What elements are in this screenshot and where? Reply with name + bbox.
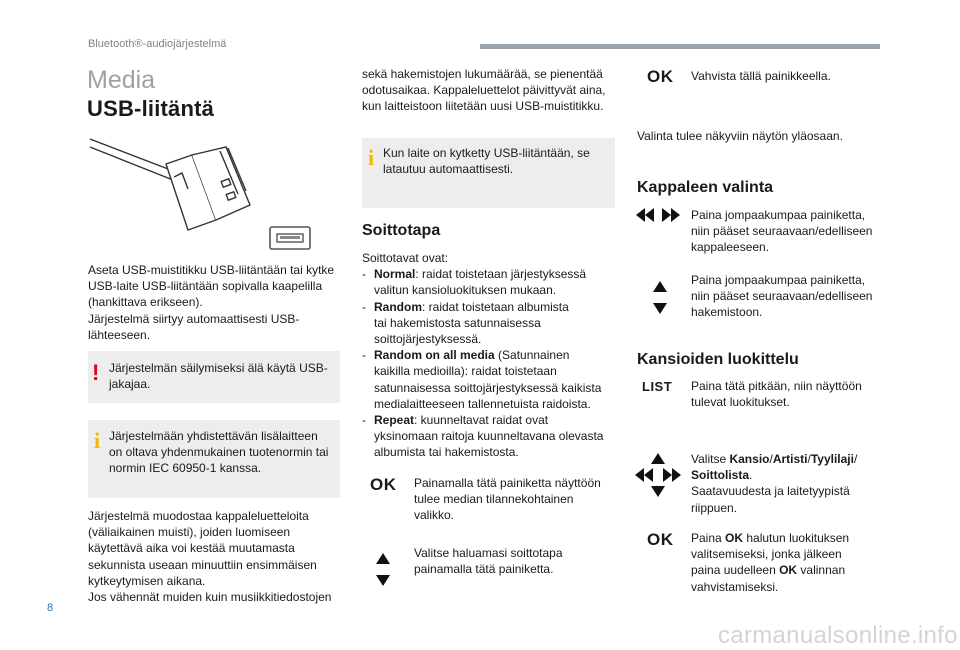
text-line: (väliaikainen muisti), joiden luomiseen [88, 525, 291, 540]
page-title: Media [87, 66, 156, 94]
text-line: tai hakemistosta satunnaisessa [374, 315, 541, 330]
text-line: soittojärjestyksessä. [374, 332, 482, 347]
text-line: on oltava yhdenmukainen tuotenormin tai [109, 445, 329, 460]
prev-next-arrows-icon [635, 207, 681, 223]
usb-body [88, 508, 343, 605]
warning-note [88, 351, 340, 403]
category-tyylilaji: Tyylilaji [810, 452, 854, 466]
text-line: tulee median tilannekohtainen [414, 492, 574, 507]
mode-name: Normal [374, 267, 416, 282]
text-line: (hankittava erikseen). [88, 295, 203, 310]
text-line: Aseta USB-muistitikku USB-liitäntään tai kytke [88, 263, 335, 277]
mode-name: Repeat [374, 413, 415, 428]
text-line: Paina jompaakumpaa painiketta, [691, 273, 866, 287]
charge-info-note [362, 138, 615, 208]
text-line: USB-laite USB-liitäntään sopivalla kaapelilla [88, 279, 323, 294]
text-line: valikko. [414, 508, 455, 523]
text-line: satunnaisessa soittojärjestyksessä kaikista [374, 380, 602, 395]
ok-description [414, 475, 614, 524]
play-mode-random: - Random: raidat toistetaan albumista tai hakemistosta satunnaisessa soittojärjestyksessä. [362, 299, 622, 348]
text-line: valitsemiseksi, jonka jälkeen [691, 547, 842, 562]
text-line: hakemistoon. [691, 305, 763, 320]
text-line: normin IEC 60950-1 kanssa. [109, 461, 262, 476]
ok-button-icon: OK [370, 475, 397, 494]
up-down-arrows-icon [652, 280, 668, 316]
text-line: Jos vähennät muiden kuin musiikkitiedostojen [88, 590, 332, 605]
text-line: Kun laite on kytketty USB-liitäntään, se [383, 146, 590, 160]
mode-name: Random [374, 299, 422, 314]
play-mode-repeat: - Repeat: kuunneltavat raidat ovat yksinomaan raitoja kuunneltavana olevasta albumista tai hakemistosta. [362, 412, 622, 461]
usb-port-icon [270, 227, 310, 249]
text-line: sekunnista useaan minuuttiin ensimmäisen [88, 557, 317, 572]
text-line: tulevat luokitukset. [691, 395, 790, 410]
ok-confirm-category: Paina OK halutun luokituksen valitsemiseksi, jonka jälkeen paina uudelleen OK valinnan vahvistamiseksi. [691, 530, 891, 595]
section-heading-soittotapa: Soittotapa [362, 222, 441, 239]
text-line: käytettävä aika voi kestää muutamasta [88, 541, 295, 556]
category-artisti: Artisti [772, 452, 808, 466]
text-line: Saatavuudesta ja laitetyypistä [691, 484, 850, 499]
category-select-description: Valitse Kansio/Artisti/Tyylilaji/ Soittolista. Saatavuudesta ja laitetyypistä riippuen. [691, 451, 891, 516]
text-line: Valitse haluamasi soittotapa [414, 546, 563, 560]
track-select-description [691, 207, 891, 256]
usb-illustration [88, 134, 318, 252]
text-line: niin pääset seuraavaan/edelliseen [691, 289, 873, 304]
text-line: Järjestelmän säilymiseksi älä käytä USB- [109, 361, 328, 375]
text-line: Painamalla tätä painiketta näyttöön [414, 476, 601, 490]
info-icon: i [368, 145, 375, 170]
text-line: Soittotavat ovat: [362, 251, 449, 265]
text-line: kytkeytymisen aikana. [88, 573, 206, 588]
category-kansio: Kansio [729, 452, 770, 466]
text-line: albumista tai hakemistosta. [374, 445, 519, 460]
play-mode-random-all: - Random on all media (Satunnainen kaikilla medioilla): raidat toistetaan satunnaisessa soittojärjestyksessä kaikista medialaitteeseen tallennetuista raidoista. [362, 347, 622, 412]
text-line: vahvistamiseksi. [691, 579, 779, 594]
info-note [88, 420, 340, 498]
text-line: medialaitteeseen tallennetuista raidoista. [374, 396, 591, 411]
text-line: Järjestelmään yhdistettävän lisälaitteen [109, 429, 318, 443]
selection-note: Valinta tulee näkyviin näytön yläosaan. [637, 129, 843, 143]
text-line: Paina jompaakumpaa painiketta, [691, 208, 866, 222]
page-number: 8 [47, 602, 54, 614]
list-button-icon: LIST [642, 379, 673, 394]
section-heading-kappaleen-valinta: Kappaleen valinta [637, 179, 774, 196]
info-icon: i [94, 428, 101, 453]
ok-confirm-text: Vahvista tällä painikkeella. [691, 69, 831, 83]
text-line: kaikilla medioilla): raidat toistetaan [374, 364, 557, 379]
play-mode-normal: - Normal: raidat toistetaan järjestyksessä valitun kansioluokituksen mukaan. [362, 266, 622, 298]
text-line: lähteeseen. [88, 327, 151, 342]
text-line: Järjestelmä siirtyy automaattisesti USB- [88, 311, 300, 326]
watermark: carmanualsonline.info [718, 622, 958, 649]
running-header: Bluetooth®-audiojärjestelmä [88, 38, 227, 50]
list-description [691, 378, 891, 410]
text-line: kun laitteistoon liitetään uusi USB-muistitikku. [362, 99, 604, 114]
text-line: odotusaikaa. Kappaleluettelot päivittyvät aina, [362, 83, 606, 98]
ok-button-icon: OK [647, 530, 674, 549]
category-soittolista: Soittolista [691, 468, 750, 483]
text-line: kappaleeseen. [691, 240, 770, 255]
text-line: Paina tätä pitkään, niin näyttöön [691, 379, 862, 393]
mode-name: Random on all media [374, 348, 495, 363]
play-modes [362, 250, 622, 461]
four-way-arrows-icon [634, 452, 682, 498]
text-line: riippuen. [691, 500, 738, 515]
folder-select-description [691, 272, 891, 321]
section-heading-kansioiden-luokittelu: Kansioiden luokittelu [637, 351, 799, 368]
text-line: niin pääset seuraavaan/edelliseen [691, 224, 873, 239]
text-line: jakajaa. [109, 377, 151, 392]
text-line: Järjestelmä muodostaa kappaleluetteloita [88, 509, 309, 523]
header-rule [480, 44, 880, 49]
text-line: yksinomaan raitoja kuunneltavana olevasta [374, 429, 604, 444]
text-line: valitun kansioluokituksen mukaan. [374, 283, 557, 298]
updown-description [414, 545, 614, 577]
usb-body-continued [362, 66, 622, 115]
text-line: sekä hakemistojen lukumäärää, se pienentää [362, 67, 603, 81]
usb-intro [88, 262, 343, 343]
warning-icon: ! [92, 360, 100, 385]
text-line: latautuu automaattisesti. [383, 162, 514, 177]
text-line: painamalla tätä painiketta. [414, 562, 554, 577]
section-title-usb: USB-liitäntä [87, 96, 215, 121]
ok-button-icon: OK [647, 67, 674, 86]
up-down-arrows-icon [375, 552, 391, 588]
